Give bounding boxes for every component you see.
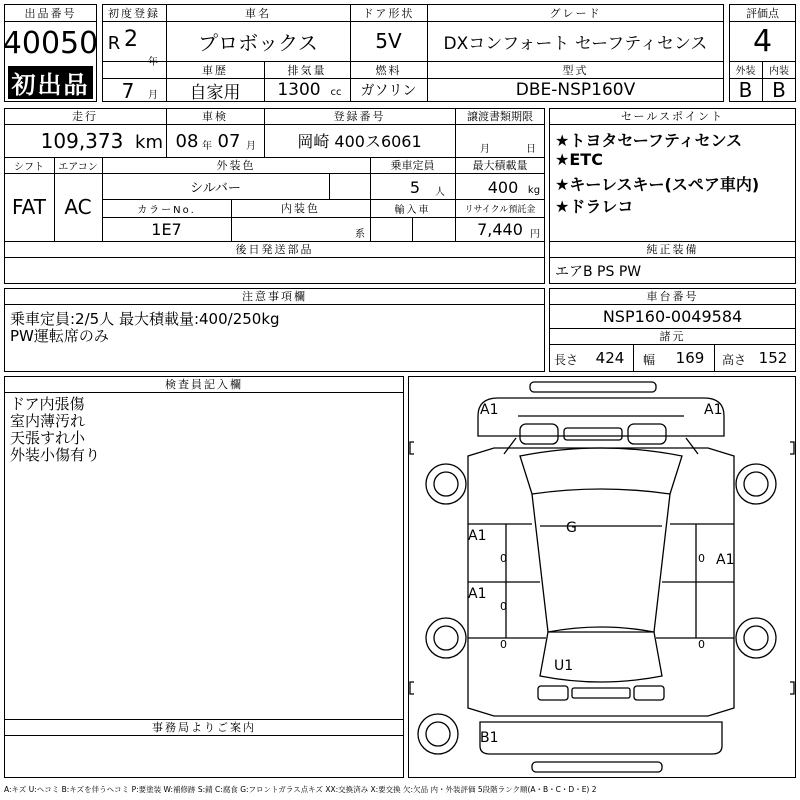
mark-zero-5: 0 — [698, 638, 705, 651]
plate-label: 登録番号 — [333, 110, 386, 123]
score-value: 4 — [752, 23, 773, 59]
mark-rear-bumper: B1 — [480, 730, 499, 746]
notes-line: PW運転席のみ — [10, 327, 109, 345]
model-label: 型式 — [562, 63, 589, 77]
grade-label: グレード — [549, 6, 602, 20]
inspection-label: 車検 — [202, 110, 228, 123]
inspector-line: 天張すれ小 — [10, 429, 86, 447]
mark-rear: U1 — [554, 658, 574, 674]
colorno-label: カラーNo. — [137, 204, 196, 216]
lot-label: 出品番号 — [24, 6, 77, 20]
mileage-label: 走行 — [72, 110, 98, 123]
inspector-text — [10, 396, 100, 464]
mark-left-rear-door: A1 — [468, 586, 487, 602]
spec-width: 169 — [675, 349, 705, 367]
sales-item: ★ドラレコ — [555, 197, 634, 216]
model-value: DBE-NSP160V — [515, 80, 636, 100]
sales-item: ★ETC — [555, 150, 603, 169]
spec-height: 152 — [758, 349, 788, 367]
sales-label: セールスポイント — [620, 110, 724, 123]
spec-length: 424 — [595, 349, 625, 367]
history-label: 車歴 — [202, 63, 228, 77]
door-value: 5V — [375, 29, 402, 53]
reg-era: R — [107, 32, 121, 54]
int-value: B — [772, 78, 786, 102]
fuel-label: 燃料 — [375, 63, 402, 77]
reg-label: 初度登録 — [108, 6, 160, 20]
reg-month: 7 — [121, 78, 135, 103]
transfer-month-unit: 月 — [480, 143, 490, 155]
spec-height-label: 高さ — [721, 352, 746, 367]
sales-item: ★トヨタセーフティセンス — [555, 131, 743, 150]
import-label: 輸入車 — [394, 204, 431, 216]
displacement-label: 排気量 — [287, 63, 327, 77]
notes-line: 乗車定員:2/5人 最大積載量:400/250kg — [10, 310, 280, 328]
chassis-label: 車台番号 — [646, 290, 699, 303]
colorno-value: 1E7 — [151, 219, 182, 239]
first-listing-badge: 初出品 — [8, 66, 93, 99]
mark-right-rear-door: A1 — [716, 552, 735, 568]
int-label: 内装 — [769, 66, 789, 77]
capacity-value: 5 — [409, 177, 421, 197]
mark-front-right: A1 — [704, 402, 723, 418]
mark-windshield: G — [566, 520, 577, 536]
mark-front-left: A1 — [480, 402, 499, 418]
aircon-label: エアコン — [58, 161, 98, 173]
notes-text — [10, 311, 280, 345]
equipment-label: 純正装備 — [646, 243, 699, 256]
reg-year: 2 — [124, 26, 138, 52]
reg-month-unit: 月 — [148, 89, 158, 101]
recycle-value: 7,440 — [477, 219, 523, 239]
recycle-label: リサイクル預託金 — [464, 204, 536, 215]
load-value: 400 — [487, 177, 519, 197]
interior-unit: 系 — [355, 228, 365, 240]
mark-zero-4: 0 — [500, 638, 507, 651]
mileage-value: 109,373 — [40, 129, 124, 153]
recycle-unit: 円 — [530, 228, 540, 240]
legend-text: A:キズ U:ヘコミ B:キズを伴うヘコミ P:要塗装 W:補修跡 S:錆 C:腐食 G:フロントガラス点キズ XX:交換済み X:要交換 欠:欠品 内・外装評価 5段階ランク順(A・B・C・D・E) 2 — [4, 784, 597, 794]
mark-zero-1: 0 — [500, 552, 507, 565]
grade-value: DXコンフォート セーフティセンス — [443, 33, 708, 54]
shift-label: シフト — [14, 161, 44, 173]
color-label: 外装色 — [216, 159, 256, 172]
equipment-value: エアB PS PW — [555, 264, 642, 280]
ext-value: B — [738, 78, 753, 102]
notes-label: 注意事項欄 — [242, 290, 307, 303]
lot-number: 40050 — [2, 25, 99, 61]
history-value: 自家用 — [189, 82, 241, 103]
inspector-line: 外装小傷有り — [10, 446, 101, 464]
later-parts-label: 後日発送部品 — [235, 243, 314, 256]
transfer-day-unit: 日 — [526, 143, 536, 155]
mark-zero-2: 0 — [698, 552, 705, 565]
load-label: 最大積載量 — [472, 159, 528, 172]
inspection-year-unit: 年 — [202, 140, 212, 152]
shift-value: FAT — [11, 195, 46, 219]
transfer-label: 譲渡書類期限 — [467, 110, 533, 123]
score-label: 評価点 — [746, 6, 779, 20]
mark-zero-3: 0 — [500, 600, 507, 613]
ext-label: 外装 — [735, 66, 756, 77]
fuel-value: ガソリン — [360, 83, 417, 99]
sales-list — [555, 128, 759, 216]
car-name: プロボックス — [198, 30, 318, 55]
mileage-unit: km — [135, 131, 163, 153]
sales-item: ★キーレスキー(スペア車内) — [555, 175, 760, 194]
car-label: 車名 — [245, 6, 271, 20]
capacity-label: 乗車定員 — [390, 159, 435, 172]
aircon-value: AC — [64, 195, 92, 219]
chassis-value: NSP160-0049584 — [602, 306, 743, 326]
inspection-month-unit: 月 — [246, 140, 256, 152]
inspector-line: ドア内張傷 — [10, 395, 85, 413]
mark-left-front-door: A1 — [468, 528, 487, 544]
inspection-month: 07 — [217, 130, 241, 152]
specs-label: 諸元 — [659, 330, 686, 343]
inspector-line: 室内薄汚れ — [10, 412, 86, 430]
spec-width-label: 幅 — [642, 352, 655, 367]
car-diagram — [408, 376, 796, 778]
displacement-value: 1300 — [277, 80, 321, 100]
interior-label: 内装色 — [281, 202, 320, 215]
inspection-year: 08 — [175, 130, 199, 152]
load-unit: kg — [527, 184, 541, 196]
door-label: ドア形状 — [362, 6, 415, 20]
displacement-unit: cc — [330, 86, 342, 98]
color-value: シルバー — [190, 180, 241, 196]
capacity-unit: 人 — [435, 186, 445, 198]
inspector-label: 検査員記入欄 — [165, 378, 243, 391]
office-label: 事務局よりご案内 — [152, 721, 256, 734]
plate-value: 岡崎 400ス6061 — [297, 132, 422, 151]
spec-length-label: 長さ — [553, 352, 578, 367]
